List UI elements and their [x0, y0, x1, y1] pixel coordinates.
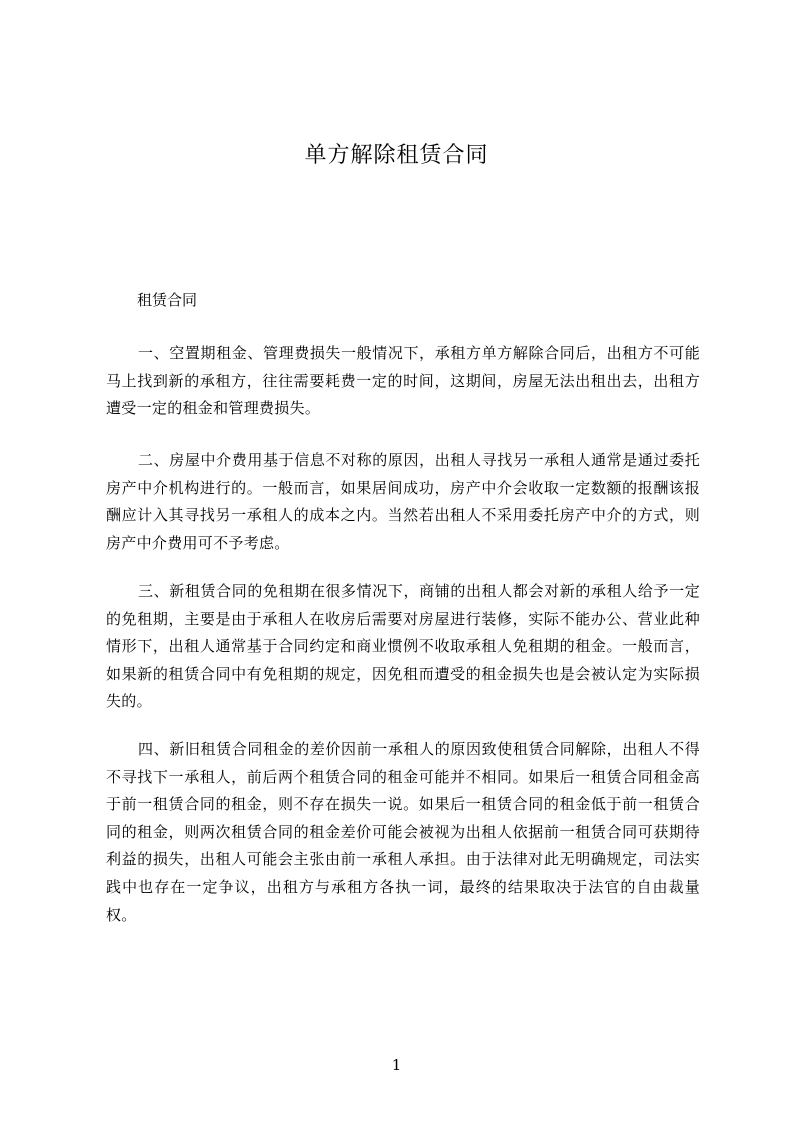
document-title: 单方解除租赁合同	[304, 143, 489, 168]
paragraph-rent-free-period: 三、新租赁合同的免租期在很多情况下，商铺的出租人都会对新的承租人给予一定的免租期，主要是由于承租人在收房后需要对房屋进行装修，实际不能办公、营业此种情形下，出租人通常基于合同约定和商业惯例不收取承租人免租期的租金。一般而言，如果新的租赁合同中有免租期的规定，因免租而遭受的租金损失也是会被认定为实际损失的。	[106, 582, 700, 711]
paragraph-vacancy-loss: 一、空置期租金、管理费损失一般情况下，承租方单方解除合同后，出租方不可能马上找到新的承租方，往往需要耗费一定的时间，这期间，房屋无法出租出去，出租方遭受一定的租金和管理费损失。	[106, 344, 700, 418]
paragraph-agency-fee: 二、房屋中介费用基于信息不对称的原因，出租人寻找另一承租人通常是通过委托房产中介机构进行的。一般而言，如果居间成功，房产中介会收取一定数额的报酬该报酬应计入其寻找另一承租人的成本之内。当然若出租人不采用委托房产中介的方式，则房产中介费用可不予考虑。	[106, 451, 700, 552]
document-subtitle: 租赁合同	[137, 291, 198, 309]
paragraph-rent-difference: 四、新旧租赁合同租金的差价因前一承租人的原因致使租赁合同解除，出租人不得不寻找下一承租人，前后两个租赁合同的租金可能并不相同。如果后一租赁合同租金高于前一租赁合同的租金，则不存在损失一说。如果后一租赁合同的租金低于前一租赁合同的租金，则两次租赁合同的租金差价可能会被视为出租人依据前一租赁合同可获期待利益的损失，出租人可能会主张由前一承租人承担。由于法律对此无明确规定，司法实践中也存在一定争议，出租方与承租方各执一词，最终的结果取决于法官的自由裁量权。	[106, 740, 700, 924]
page-number: 1	[391, 1056, 402, 1074]
